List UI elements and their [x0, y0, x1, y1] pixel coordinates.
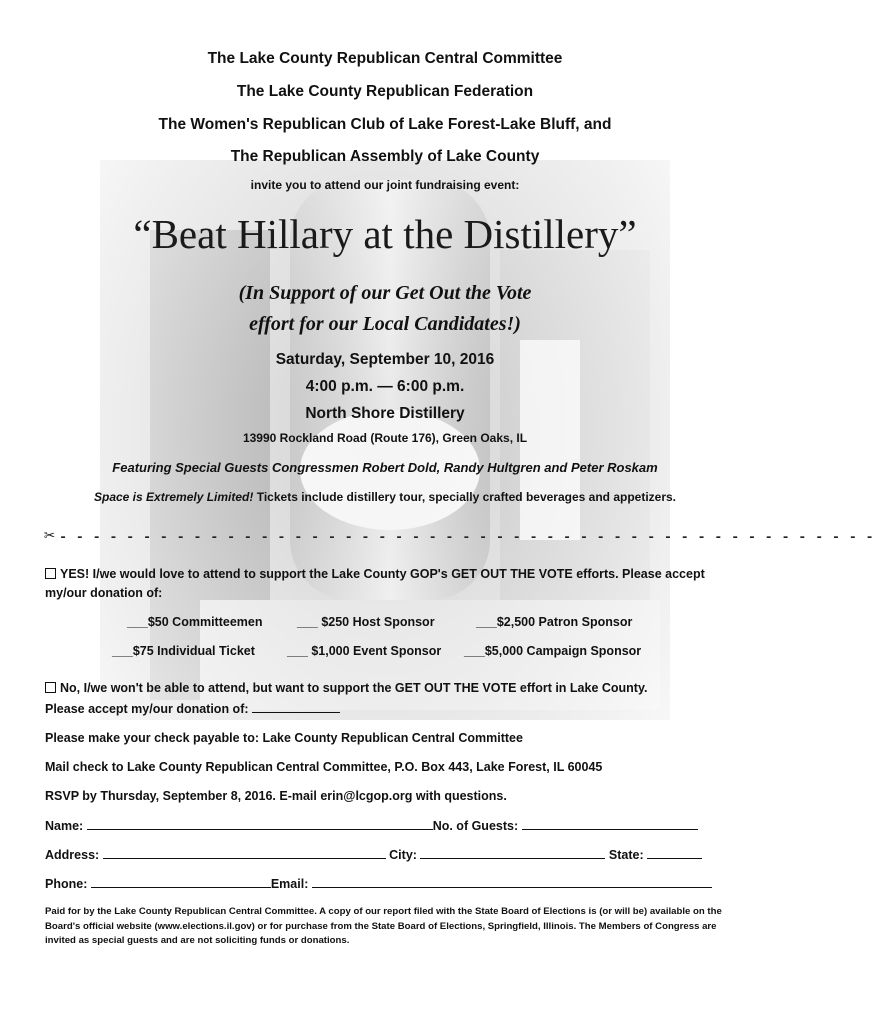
special-guests: Featuring Special Guests Congressmen Robert Dold, Randy Hultgren and Peter Roskam — [112, 460, 658, 475]
yes-option — [45, 565, 725, 603]
no-donation-label: Please accept my/our donation of: — [45, 702, 249, 716]
state-field[interactable] — [647, 847, 702, 859]
mail-check: Mail check to Lake County Republican Central Committee, P.O. Box 443, Lake Forest, IL 60045 — [45, 760, 603, 774]
no-donation-field[interactable] — [252, 701, 340, 713]
event-date: Saturday, September 10, 2016 — [275, 351, 495, 368]
space-limited-rest: Tickets include distillery tour, specially crafted beverages and appetizers. — [253, 490, 677, 504]
no-checkbox[interactable] — [45, 682, 56, 693]
space-limited-emphasis: Space is Extremely Limited! — [93, 490, 254, 504]
org-line-2: The Lake County Republican Federation — [236, 83, 534, 100]
email-label: Email: — [270, 877, 309, 891]
level-1000-event-sponsor[interactable]: ___ $1,000 Event Sponsor — [287, 644, 442, 658]
space-limited — [0, 490, 770, 504]
phone-field[interactable] — [91, 876, 271, 888]
org-line-4: The Republican Assembly of Lake County — [230, 148, 540, 165]
scissors-icon: ✂ — [44, 527, 55, 547]
address-row — [45, 846, 725, 865]
city-field[interactable] — [420, 847, 605, 859]
city-label: City: — [389, 848, 417, 862]
no-donation-line — [45, 700, 725, 719]
invite-line: invite you to attend our joint fundraising event: — [250, 178, 520, 192]
event-subtitle-1: (In Support of our Get Out the Vote — [238, 282, 532, 304]
phone-row — [45, 875, 725, 894]
level-5000-campaign-sponsor[interactable]: ___$5,000 Campaign Sponsor — [464, 644, 642, 658]
level-75-individual-ticket[interactable]: ___$75 Individual Ticket — [112, 644, 255, 658]
name-field[interactable] — [87, 818, 433, 830]
check-payable: Please make your check payable to: Lake County Republican Central Committee — [45, 731, 523, 745]
event-title: “Beat Hillary at the Distillery” — [133, 211, 637, 257]
event-time: 4:00 p.m. — 6:00 p.m. — [305, 378, 465, 395]
yes-checkbox[interactable] — [45, 568, 56, 579]
org-line-1: The Lake County Republican Central Committee — [207, 50, 563, 67]
event-venue: North Shore Distillery — [305, 405, 465, 422]
event-subtitle-2: effort for our Local Candidates!) — [249, 313, 521, 335]
no-text: No, I/we won't be able to attend, but want to support the GET OUT THE VOTE effort in Lake County. — [60, 681, 648, 695]
email-field[interactable] — [312, 876, 712, 888]
name-row — [45, 817, 725, 836]
cut-line: ✂ - - - - - - - - - - - - - - - - - - - - - - - - - - - - - - - - - - - - - - - - - - - - - - - - - — [44, 527, 874, 547]
guests-count-field[interactable] — [522, 818, 698, 830]
yes-text: YES! I/we would love to attend to support the Lake County GOP's GET OUT THE VOTE efforts. Please accept my/our donation of: — [45, 567, 705, 600]
name-label: Name: — [45, 819, 84, 833]
rsvp-line: RSVP by Thursday, September 8, 2016. E-mail erin@lcgop.org with questions. — [45, 789, 507, 803]
level-50-committeemen[interactable]: ___$50 Committeemen — [127, 615, 263, 629]
state-label: State: — [608, 848, 644, 862]
no-option — [45, 679, 725, 698]
level-2500-patron-sponsor[interactable]: ___$2,500 Patron Sponsor — [476, 615, 633, 629]
address-field[interactable] — [103, 847, 386, 859]
legal-disclaimer: Paid for by the Lake County Republican Central Committee. A copy of our report filed with the State Board of Elections is (or will be) available on the Board's official website (www.elections.il.gov) or for purchase from the State Board of Elections, Springfield, Illinois. The Members of Congress are invited as special guests and are not soliciting funds or donations. — [45, 906, 722, 946]
event-address: 13990 Rockland Road (Route 176), Green Oaks, IL — [242, 431, 528, 445]
guests-count-label: No. of Guests: — [432, 819, 519, 833]
address-label: Address: — [45, 848, 100, 862]
phone-label: Phone: — [45, 877, 88, 891]
org-line-3: The Women's Republican Club of Lake Forest-Lake Bluff, and — [158, 116, 612, 133]
level-250-host-sponsor[interactable]: ___ $250 Host Sponsor — [297, 615, 435, 629]
